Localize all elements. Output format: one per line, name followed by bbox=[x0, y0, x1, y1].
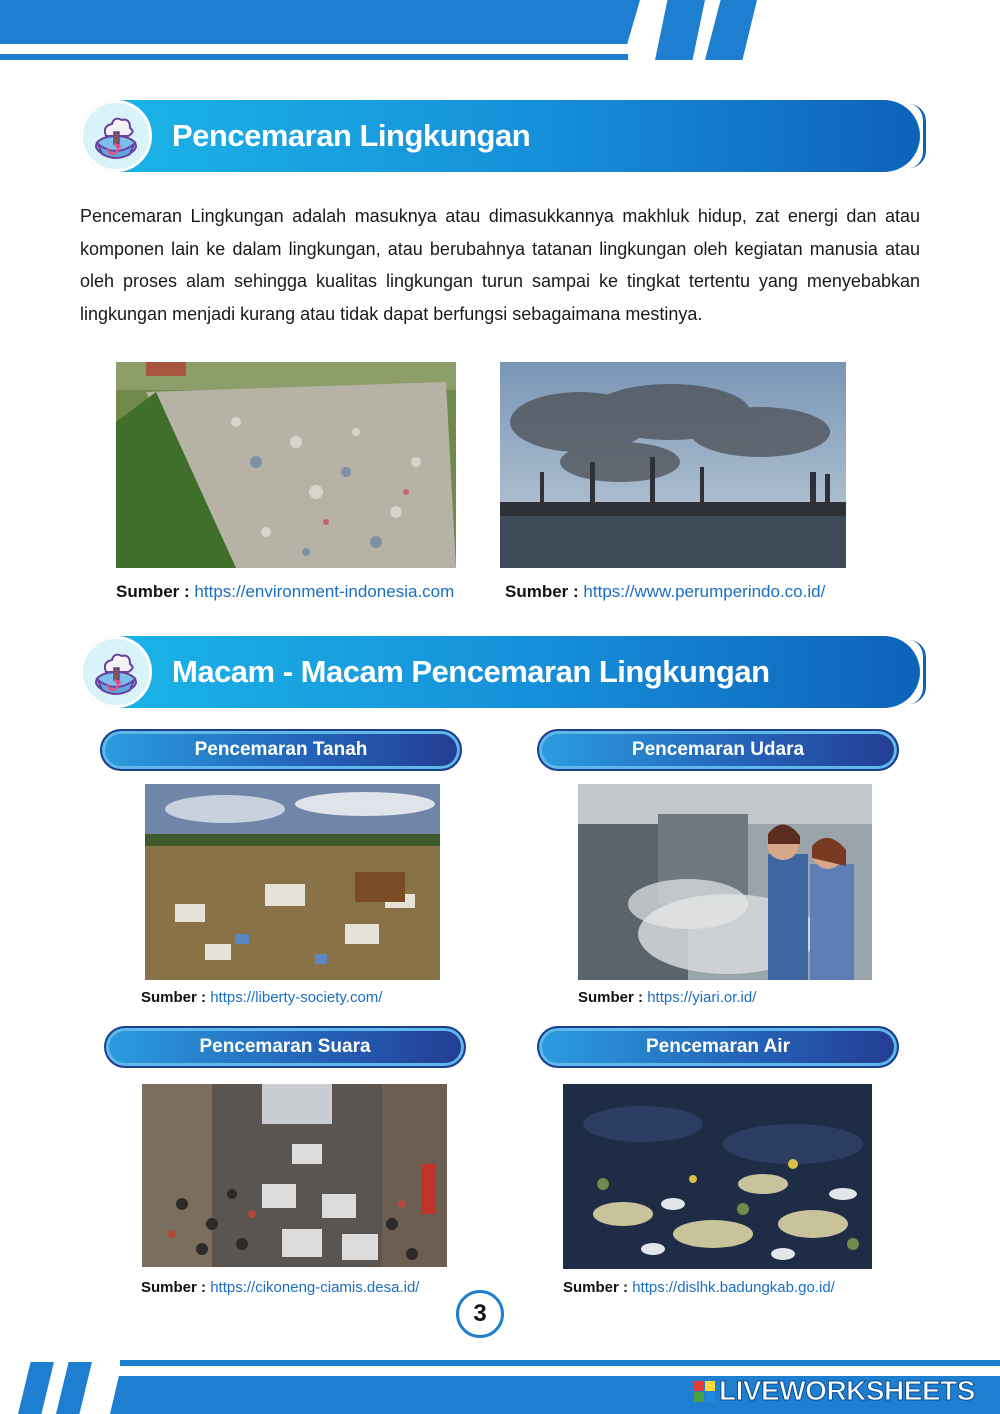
section-title: Macam - Macam Pencemaran Lingkungan bbox=[172, 654, 770, 689]
source-link[interactable]: https://liberty-society.com/ bbox=[210, 989, 383, 1006]
top-decoration-bar bbox=[0, 0, 640, 44]
page-number: 3 bbox=[456, 1290, 504, 1338]
bottom-decoration-slash bbox=[18, 1362, 54, 1414]
photo-noise-pollution bbox=[142, 1084, 447, 1267]
image-source: Sumber : https://cikoneng-ciamis.desa.id/ bbox=[141, 1279, 420, 1296]
liveworksheets-blocks-icon bbox=[694, 1381, 715, 1402]
section-title: Pencemaran Lingkungan bbox=[172, 118, 531, 153]
photo-water-pollution bbox=[563, 1084, 872, 1269]
image-source: Sumber : https://dislhk.badungkab.go.id/ bbox=[563, 1279, 835, 1296]
image-source: Sumber : https://www.perumperindo.co.id/ bbox=[505, 582, 826, 601]
top-decoration-slash bbox=[705, 0, 757, 60]
source-link[interactable]: https://yiari.or.id/ bbox=[647, 989, 757, 1006]
section-header-pencemaran bbox=[80, 100, 920, 172]
intro-paragraph: Pencemaran Lingkungan adalah masuknya atau dimasukkannya makhluk hidup, zat energi dan atau komponen lain ke dalam lingkungan, atau berubahnya tatanan lingkungan oleh kegiatan manusia atau oleh proses alam sehingga kualitas lingkungan turun sampai ke tingkat tertentu yang menyebabkan lingkungan menjadi kurang atau tidak dapat berfungsi sebagaimana mestinya. bbox=[80, 206, 920, 324]
earth-pollution-icon bbox=[80, 100, 152, 172]
photo-land-pollution bbox=[145, 784, 440, 980]
image-source: Sumber : https://environment-indonesia.com bbox=[116, 582, 455, 601]
earth-pollution-icon bbox=[80, 636, 152, 708]
section-header-macam-pencemaran bbox=[80, 636, 920, 708]
source-link[interactable]: https://cikoneng-ciamis.desa.id/ bbox=[210, 1279, 420, 1296]
liveworksheets-wordmark: LIVEWORKSHEETS bbox=[719, 1375, 975, 1406]
photo-factory-smoke bbox=[500, 362, 846, 568]
top-decoration-line bbox=[0, 54, 628, 60]
top-decoration-slash bbox=[655, 0, 705, 60]
photo-river-trash bbox=[116, 362, 456, 568]
pill-pencemaran-air: Pencemaran Air bbox=[537, 1026, 899, 1068]
image-source: Sumber : https://yiari.or.id/ bbox=[578, 989, 757, 1006]
source-link[interactable]: https://www.perumperindo.co.id/ bbox=[583, 582, 826, 601]
image-source: Sumber : https://liberty-society.com/ bbox=[141, 989, 383, 1006]
bottom-decoration-line bbox=[120, 1360, 1000, 1366]
source-link[interactable]: https://dislhk.badungkab.go.id/ bbox=[632, 1279, 835, 1296]
liveworksheets-logo bbox=[694, 1374, 975, 1408]
bottom-decoration-slash bbox=[56, 1362, 92, 1414]
pill-pencemaran-tanah: Pencemaran Tanah bbox=[100, 729, 462, 771]
photo-air-pollution bbox=[578, 784, 872, 980]
source-link[interactable]: https://environment-indonesia.com bbox=[194, 582, 455, 601]
pill-pencemaran-udara: Pencemaran Udara bbox=[537, 729, 899, 771]
pill-pencemaran-suara: Pencemaran Suara bbox=[104, 1026, 466, 1068]
